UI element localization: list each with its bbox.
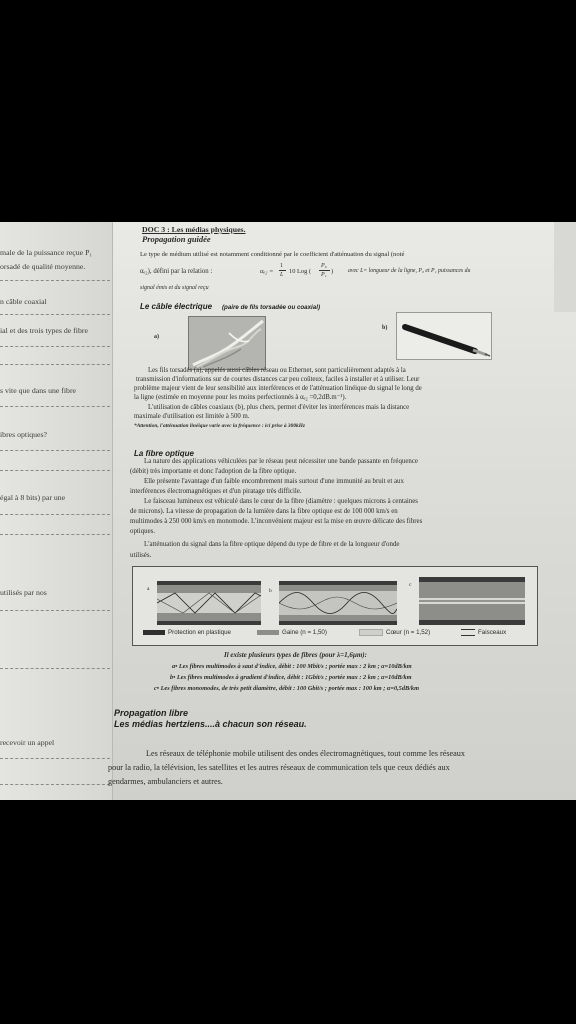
cable-note: *Attention, l'atténuation linéique varie avec la fréquence : ici prise à 300kHz <box>134 423 305 429</box>
divider <box>0 280 110 281</box>
legend-label: Faisceaux <box>478 629 507 637</box>
cable-line: Les fils torsadés (a), appelés aussi câbles réseau ou Ethernet, sont particulièrement adaptés à la <box>148 367 406 374</box>
fibre-line: de microns). La vitesse de propagation de la lumière dans la fibre optique est de 100 000 km/s en <box>130 508 398 515</box>
fibre-line: interférences électromagnétiques et d'un piratage très difficile. <box>130 488 302 495</box>
fig-label: c <box>409 582 412 588</box>
cable-line: L'utilisation de câbles coaxiaux (b), plus chers, permet d'éviter les interférences mais la distance <box>148 404 410 411</box>
divider <box>0 450 110 451</box>
left-line: égal à 8 bits) par une <box>0 493 66 502</box>
formula-rhs: 10 Log ( <box>289 268 312 275</box>
divider <box>0 758 110 759</box>
legend-item <box>359 629 430 636</box>
section-title: Propagation guidée <box>142 234 211 244</box>
fibre-title: La fibre optique <box>134 449 194 458</box>
legend-item <box>257 629 327 636</box>
formula-ratio-num: P₀ <box>321 263 327 269</box>
left-line: ibres optiques? <box>0 430 47 439</box>
cable-line: transmission d'informations sur de courtes distances car peu coûteux, faciles à installer et à utiliser. Leur <box>136 376 420 383</box>
final-line: pour la radio, la télévision, les satellites et les autres réseaux de communication tels que ceux dédiés aux <box>108 763 450 772</box>
fibre-line: optiques. <box>130 528 156 535</box>
intro-line: αₑ₂), défini par la relation : <box>140 268 213 275</box>
divider <box>0 406 110 407</box>
divider <box>0 668 110 669</box>
beam-icon <box>461 629 475 636</box>
divider <box>0 784 110 785</box>
divider <box>0 364 110 365</box>
left-line: ial et des trois types de fibre <box>0 326 88 335</box>
graded-index-fibre <box>279 581 397 625</box>
document-sheet <box>96 222 572 800</box>
cable-subtitle: (paire de fils torsadée ou coaxial) <box>222 304 320 311</box>
cable-line: la ligne (estimée en moyenne pour les moins perfectionnés à αₑ₂ =0,2dB.m⁻¹). <box>134 394 347 401</box>
legend-swatch <box>143 630 165 635</box>
twisted-pair-image <box>188 316 266 370</box>
left-line: male de la puissance reçue P₁ <box>0 248 93 257</box>
fibre-type: b• Les fibres multimodes à gradient d'indice, débit : 1Gbit/s ; portée max : 2 km ; α=10dB/km <box>170 674 412 681</box>
fig-label: b <box>269 588 272 594</box>
divider <box>0 314 110 315</box>
fibre-type: c• Les fibres monomodes, de très petit diamètre, débit : 100 Gbit/s ; portée max : 100 km ; α=0,5dB/km <box>154 685 419 692</box>
fibre-type: a• Les fibres multimodes à saut d'indice, débit : 100 Mbit/s ; portée max : 2 km ; α=10dB/km <box>172 663 412 670</box>
formula-lhs: αₑ₂ = <box>260 268 274 275</box>
formula-note: avec L= longueur de la ligne, P₀ et P₁ puissances du <box>348 268 471 274</box>
fibre-line: Le faisceau lumineux est véhiculé dans le cœur de la fibre (diamètre : quelques microns à centaines <box>144 498 418 505</box>
legend-swatch <box>359 629 383 636</box>
legend-swatch <box>257 630 279 635</box>
divider <box>0 514 110 515</box>
formula-ratio-den: P₁ <box>321 272 327 278</box>
section2-title: Propagation libre <box>114 708 189 718</box>
cable-title: Le câble électrique <box>140 302 213 311</box>
left-line: s vite que dans une fibre <box>0 386 76 395</box>
formula-frac-den: L <box>280 272 284 278</box>
fibre-line: multimodes à 250 000 km/s en monomode. L'inconvénient majeur est la mise en œuvre délicate des fibres <box>130 518 423 525</box>
fig-label: a <box>147 586 150 592</box>
left-line: orsadé de qualité moyenne. <box>0 262 86 271</box>
cable-line: problème majeur vient de leur sensibilité aux interférences et de l'atténuation linéique du signal le long de <box>134 385 422 392</box>
final-line: Les réseaux de téléphonie mobile utilisent des ondes électromagnétiques, tout comme les réseaux <box>146 749 465 758</box>
doc-header: DOC 3 : Les médias physiques. <box>142 225 246 234</box>
coaxial-cable-image <box>396 312 492 360</box>
formula-close: ) <box>331 268 334 275</box>
types-title: Il existe plusieurs types de fibres (pour λ=1,6µm): <box>224 651 367 659</box>
legend-label: Protection en plastique <box>168 629 231 636</box>
document-photo <box>0 222 576 800</box>
final-line: gendarmes, ambulanciers et autres. <box>108 777 223 786</box>
left-line: utilisés par nos <box>0 588 47 597</box>
step-index-fibre <box>157 581 261 625</box>
divider <box>0 470 110 471</box>
divider <box>0 610 110 611</box>
divider <box>0 534 110 535</box>
image-label: a) <box>154 334 159 340</box>
legend-item <box>143 629 231 636</box>
fibre-line: La nature des applications véhiculées par le réseau peut nécessiter une bande passante en fréquence <box>144 458 418 465</box>
formula-note: signal émis et du signal reçu <box>140 285 209 291</box>
single-mode-fibre <box>419 577 525 625</box>
legend-label: Cœur (n = 1,52) <box>386 629 431 637</box>
left-line: recevoir un appel <box>0 738 55 747</box>
fibre-line: Elle présente l'avantage d'un faible encombrement mais surtout d'une immunité au bruit et aux <box>144 478 404 485</box>
fibre-line: (débit) très importante et donc l'adoption de la fibre optique. <box>130 468 297 475</box>
cable-line: maximale d'utilisation est limitée à 500 m. <box>134 413 250 420</box>
legend-label: Gaine (n = 1,50) <box>282 629 327 636</box>
left-line: n câble coaxial <box>0 297 47 306</box>
intro-line: Le type de médium utilisé est notamment conditionné par le coefficient d'atténuation du signal (noté <box>140 251 405 258</box>
fibre-line: utilisés. <box>130 552 152 559</box>
divider <box>0 346 110 347</box>
image-label: b) <box>382 325 388 331</box>
fibre-line: L'atténuation du signal dans la fibre optique dépend du type de fibre et de la longueur d'onde <box>144 541 400 548</box>
fibre-diagram <box>132 566 538 646</box>
diagram-legend <box>143 629 527 639</box>
section2-subtitle: Les médias hertziens....à chacun son réseau. <box>114 719 307 729</box>
legend-item <box>461 629 506 636</box>
formula-frac-num: 1 <box>280 263 283 269</box>
